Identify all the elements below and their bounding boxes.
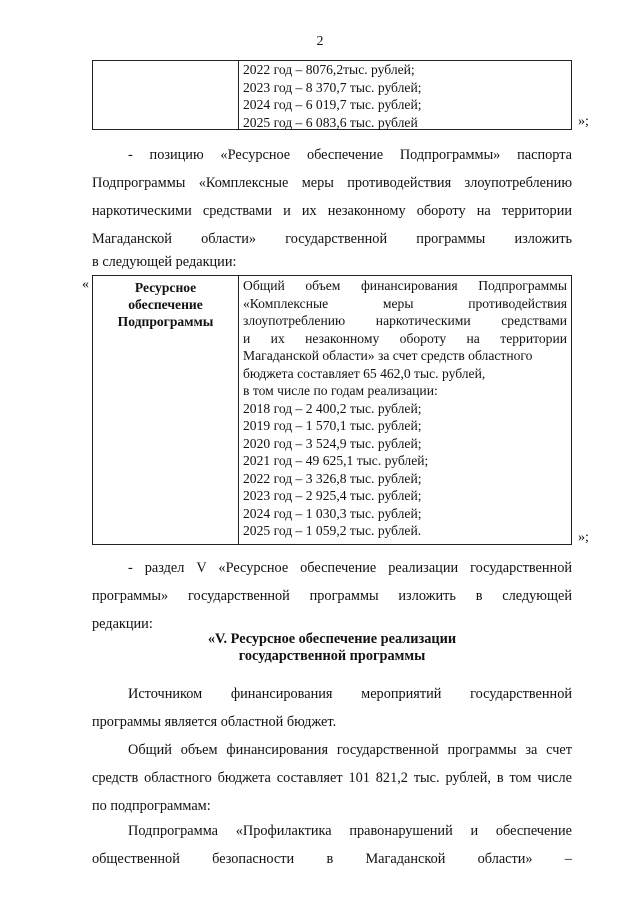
table2-label-cell (93, 276, 239, 544)
para4-line: по подпрограммам: (92, 798, 211, 814)
table2-label-line: Подпрограммы (117, 314, 214, 329)
table2-year-line: 2021 год – 49 625,1 тыс. рублей; (243, 453, 429, 468)
table1-left-cell (93, 61, 239, 129)
table2-line: и их незаконному обороту на территории (243, 330, 567, 346)
para4-line: средств областного бюджета составляет 101 821,2 тыс. рублей, в том числе (92, 770, 572, 786)
table1-closing-quote: »; (578, 114, 589, 129)
table2-line: бюджета составляет 65 462,0 тыс. рублей, (243, 365, 486, 381)
table2-year-line: 2019 год – 1 570,1 тыс. рублей; (243, 418, 422, 433)
table1-line: 2024 год – 6 019,7 тыс. рублей; (243, 97, 422, 112)
table2-opening-quote: « (82, 277, 89, 292)
table2-line: Магаданской области» за счет средств областного (243, 348, 533, 363)
paragraph-funding-source (92, 680, 572, 736)
paragraph-subprogram-passport (92, 141, 572, 276)
table2-value-cell (243, 277, 567, 540)
para1-line: Подпрограммы «Комплексные меры противодействия злоупотреблению (92, 175, 572, 191)
table1-right-cell (243, 61, 567, 131)
table2-line: «Комплексные меры противодействия (243, 295, 567, 311)
table2-year-line: 2018 год – 2 400,2 тыс. рублей; (243, 400, 422, 416)
page-number: 2 (316, 34, 324, 49)
para1-line: - позицию «Ресурсное обеспечение Подпрограммы» паспорта (128, 147, 572, 163)
table2-year-line: 2022 год – 3 326,8 тыс. рублей; (243, 470, 422, 486)
table2-label-line: Ресурсное (134, 280, 197, 295)
para2-line: редакции: (92, 616, 153, 632)
paragraph-total-funding (92, 736, 572, 820)
heading-line: государственной программы (238, 648, 426, 664)
para1-line: Магаданской области» государственной программы изложить (92, 231, 572, 247)
table2-year-line: 2023 год – 2 925,4 тыс. рублей; (243, 488, 422, 503)
table1-line: 2025 год – 6 083,6 тыс. рублей (243, 114, 418, 130)
para2-line: - раздел V «Ресурсное обеспечение реализации государственной (128, 560, 572, 576)
paragraph-subprogram-crime-prevention (92, 817, 572, 873)
heading-line: «V. Ресурсное обеспечение реализации (207, 631, 457, 647)
table2-closing-quote: »; (578, 530, 589, 545)
table2-label-line: обеспечение (128, 297, 203, 312)
para3-line: Источником финансирования мероприятий государственной (128, 686, 572, 702)
para3-line: программы является областной бюджет. (92, 714, 337, 730)
table2-year-line: 2020 год – 3 524,9 тыс. рублей; (243, 435, 422, 451)
funding-table-continuation (92, 60, 572, 130)
para2-line: программы» государственной программы изложить в следующей (92, 588, 572, 604)
para5-line: общественной безопасности в Магаданской области» – (92, 851, 572, 867)
para1-line: наркотическими средствами и их незаконному обороту на территории (92, 203, 572, 219)
para5-line: Подпрограмма «Профилактика правонарушений и обеспечение (128, 823, 572, 839)
table2-year-line: 2024 год – 1 030,3 тыс. рублей; (243, 505, 422, 521)
table2-line: злоупотреблению наркотическими средствами (243, 313, 567, 328)
para4-line: Общий объем финансирования государственной программы за счет (128, 742, 572, 758)
table2-line: в том числе по годам реализации: (243, 383, 438, 398)
paragraph-section-v (92, 554, 572, 638)
table1-line: 2023 год – 8 370,7 тыс. рублей; (243, 79, 422, 95)
table1-line: 2022 год – 8076,2тыс. рублей; (243, 62, 415, 77)
table2-year-line: 2025 год – 1 059,2 тыс. рублей. (243, 523, 422, 538)
resource-provision-table (92, 275, 572, 545)
para1-line: в следующей редакции: (92, 254, 237, 270)
section-heading (92, 631, 572, 665)
table2-line: Общий объем финансирования Подпрограммы (243, 278, 567, 293)
